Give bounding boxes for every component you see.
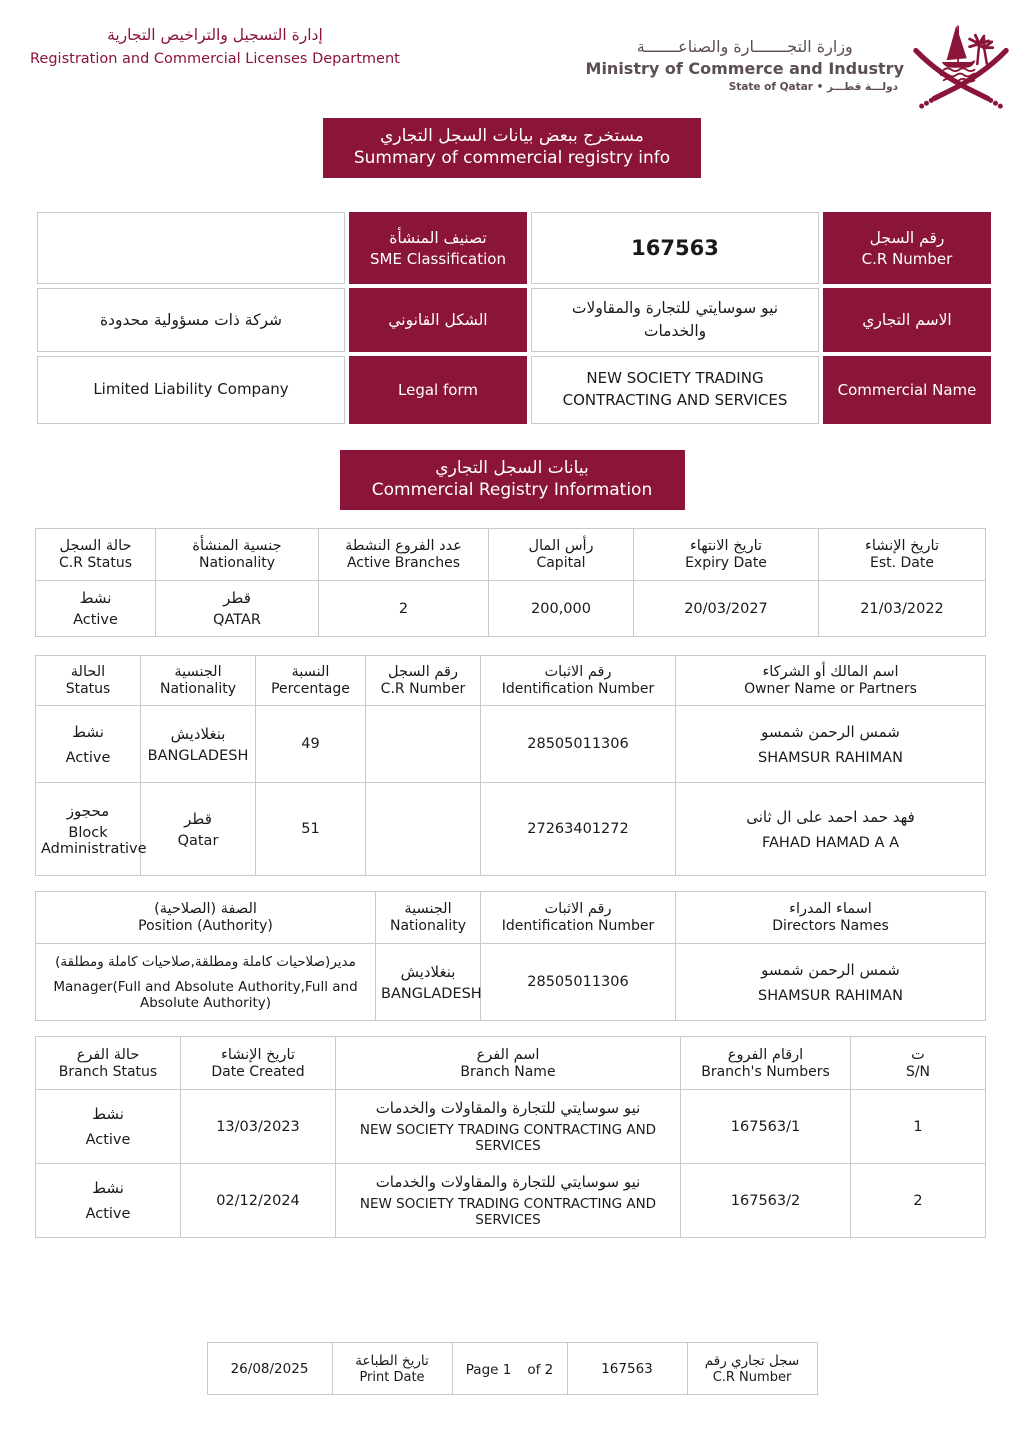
- branch2-status-ar: نشط: [92, 1179, 124, 1198]
- table-row: [36, 783, 986, 876]
- nationality-value-en: QATAR: [213, 612, 261, 629]
- summary-banner-english: Summary of commercial registry info: [353, 147, 671, 168]
- owner-cr-header-ar: رقم السجل: [388, 664, 458, 681]
- table-row: [207, 1343, 817, 1395]
- owner2-nationality-en: Qatar: [177, 832, 219, 849]
- owner2-cr-number: [366, 783, 481, 876]
- owner2-name-ar: فهد حمد احمد على ال ثانى: [746, 807, 915, 826]
- director1-name-en: SHAMSUR RAHIMAN: [758, 987, 903, 1004]
- branch1-name: [336, 1090, 681, 1164]
- owner-status-header: [36, 656, 141, 706]
- table-row: [36, 581, 986, 637]
- cr-status-header: [36, 529, 156, 581]
- director1-name-ar: شمس الرحمن شمسو: [761, 960, 900, 979]
- commercial-name-value: NEW SOCIETY TRADING CONTRACTING AND SERVICES: [562, 369, 788, 410]
- legal-form-value-ar-cell: [37, 288, 345, 352]
- branches-table: [35, 1036, 986, 1238]
- table-header-row: [36, 656, 986, 706]
- director1-position-en: Manager(Full and Absolute Authority,Full and Absolute Authority): [53, 978, 358, 1011]
- branch-status-header-en: Branch Status: [58, 1063, 158, 1080]
- expiry-date-header: [634, 529, 819, 581]
- branch-numbers-header-en: Branch's Numbers: [701, 1063, 830, 1080]
- ministry-name-arabic: وزارة التجـــــــارة والصناعـــــــة: [636, 37, 853, 56]
- position-authority-header: [36, 892, 376, 944]
- sme-label-en: SME Classification: [370, 249, 506, 268]
- director-nationality-header-en: Nationality: [389, 918, 466, 935]
- legal-form-label-ar-cell: [349, 288, 527, 352]
- branch-status-header-ar: حالة الفرع: [76, 1046, 140, 1063]
- director1-nationality-en: BANGLADESH: [381, 985, 482, 1002]
- owner2-status-ar: محجوز: [66, 801, 110, 820]
- directors-names-header-ar: اسماء المدراء: [789, 901, 872, 918]
- owner2-nationality: [141, 783, 256, 876]
- legal-form-label-en-cell: [349, 356, 527, 424]
- table-row: [36, 1090, 986, 1164]
- table-row: [37, 356, 991, 424]
- registry-banner-english: Commercial Registry Information: [371, 480, 653, 501]
- active-branches-header-ar: عدد الفروع النشطة: [345, 538, 462, 555]
- branch2-name-en: NEW SOCIETY TRADING CONTRACTING AND SERVICES: [359, 1196, 657, 1229]
- footer-of-label: of 2: [527, 1362, 554, 1379]
- cr-number-label-en: C.R Number: [861, 249, 953, 268]
- branch1-name-ar: نيو سوسايتي للتجارة والمقاولات والخدمات: [375, 1099, 641, 1118]
- branch2-number: 167563/2: [681, 1164, 851, 1238]
- branch2-status: [36, 1164, 181, 1238]
- director-name-cell: [676, 944, 986, 1021]
- date-created-header-en: Date Created: [211, 1063, 305, 1080]
- footer-table: [207, 1342, 818, 1395]
- sn-header: [851, 1037, 986, 1090]
- owner1-name-ar: شمس الرحمن شمسو: [761, 722, 900, 741]
- trade-name-label-ar: الاسم التجاري: [862, 311, 952, 330]
- table-row: [37, 212, 991, 284]
- est-date-header-ar: تاريخ الإنشاء: [865, 538, 939, 555]
- director1-nationality-ar: بنغلاديش: [400, 962, 456, 981]
- commercial-name-label-en: Commercial Name: [837, 381, 977, 400]
- position-authority-header-ar: الصفة (الصلاحية): [154, 901, 257, 918]
- footer-page-cell: [452, 1343, 567, 1395]
- footer-cr-label: [687, 1343, 817, 1395]
- est-date-header-en: Est. Date: [870, 555, 934, 572]
- owner1-name-en: SHAMSUR RAHIMAN: [758, 749, 903, 766]
- owner1-nationality: [141, 706, 256, 783]
- capital-value: 200,000: [489, 581, 634, 637]
- director1-position: [36, 944, 376, 1021]
- sme-classification-value-cell: [37, 212, 345, 284]
- commercial-name-label: [823, 356, 991, 424]
- owner-status-header-en: Status: [65, 681, 111, 698]
- active-branches-header: [319, 529, 489, 581]
- owner2-status-en: Block Administrative: [41, 824, 147, 857]
- owner1-cr-number: [366, 706, 481, 783]
- table-row: [36, 944, 986, 1021]
- director1-nationality: [376, 944, 481, 1021]
- active-branches-value: 2: [319, 581, 489, 637]
- branch-numbers-header: [681, 1037, 851, 1090]
- owner2-id-number: 27263401272: [481, 783, 676, 876]
- capital-header: [489, 529, 634, 581]
- footer-print-label: [332, 1343, 452, 1395]
- registry-info-banner: [340, 450, 685, 510]
- branch2-sn: 2: [851, 1164, 986, 1238]
- owner-name-cell: [676, 783, 986, 876]
- table-row: [36, 1164, 986, 1238]
- footer-print-date: 26/08/2025: [207, 1343, 332, 1395]
- footer-cr-label-ar: سجل تجاري رقم: [704, 1352, 800, 1369]
- owner-percentage-header-ar: النسبة: [291, 664, 330, 681]
- commercial-name-value-cell: [531, 356, 819, 424]
- director1-id-number: 28505011306: [481, 944, 676, 1021]
- director-nationality-header-ar: الجنسية: [404, 901, 452, 918]
- expiry-date-header-ar: تاريخ الانتهاء: [689, 538, 763, 555]
- nationality-value: [156, 581, 319, 637]
- page-header: [0, 0, 1024, 104]
- owner-status-header-ar: الحالة: [70, 664, 106, 681]
- nationality-value-ar: قطر: [223, 589, 251, 608]
- branch2-date-created: 02/12/2024: [181, 1164, 336, 1238]
- branch1-number: 167563/1: [681, 1090, 851, 1164]
- qatar-emblem-icon: [912, 16, 1010, 114]
- branch-name-header: [336, 1037, 681, 1090]
- department-title-english: Registration and Commercial Licenses Department: [30, 51, 400, 67]
- footer-print-label-en: Print Date: [359, 1369, 425, 1385]
- cr-status-header-ar: حالة السجل: [59, 538, 132, 555]
- branch1-name-en: NEW SOCIETY TRADING CONTRACTING AND SERVICES: [359, 1122, 657, 1155]
- branch-status-header: [36, 1037, 181, 1090]
- owner-percentage-header-en: Percentage: [271, 681, 350, 698]
- branch1-sn: 1: [851, 1090, 986, 1164]
- director1-position-ar: مدير(صلاحيات كاملة ومطلقة,صلاحيات كاملة ومطلقة): [55, 953, 356, 970]
- table-header-row: [36, 529, 986, 581]
- nationality-header: [156, 529, 319, 581]
- footer-cr-label-en: C.R Number: [712, 1369, 792, 1385]
- owner1-status-en: Active: [65, 749, 111, 766]
- summary-table: [33, 208, 995, 428]
- owner2-nationality-ar: قطر: [184, 809, 212, 828]
- directors-names-header: [676, 892, 986, 944]
- trade-name-value-cell: [531, 288, 819, 352]
- table-header-row: [36, 1037, 986, 1090]
- legal-form-label-en: Legal form: [398, 381, 478, 400]
- owner2-status: [36, 783, 147, 876]
- est-date-value: 21/03/2022: [819, 581, 986, 637]
- department-title-arabic: إدارة التسجيل والتراخيص التجارية: [107, 26, 323, 44]
- sme-classification-label: [349, 212, 527, 284]
- ministry-logo: [586, 16, 1010, 114]
- ministry-name-english: Ministry of Commerce and Industry: [585, 59, 904, 78]
- owner-nationality-header: [141, 656, 256, 706]
- footer-page-label: Page 1: [465, 1362, 512, 1379]
- cr-status-header-en: C.R Status: [58, 555, 132, 572]
- owner1-status-ar: نشط: [72, 722, 104, 741]
- date-created-header-ar: تاريخ الإنشاء: [221, 1046, 295, 1063]
- expiry-date-value: 20/03/2027: [634, 581, 819, 637]
- active-branches-header-en: Active Branches: [346, 555, 461, 572]
- cr-number-value: 167563: [631, 236, 719, 261]
- legal-form-value-en: Limited Liability Company: [93, 380, 289, 399]
- branch2-name-ar: نيو سوسايتي للتجارة والمقاولات والخدمات: [375, 1173, 641, 1192]
- branch2-name: [336, 1164, 681, 1238]
- owner1-percentage: 49: [256, 706, 366, 783]
- date-created-header: [181, 1037, 336, 1090]
- owner1-nationality-ar: بنغلاديش: [170, 724, 226, 743]
- branch-name-header-ar: اسم الفرع: [476, 1046, 540, 1063]
- owner2-percentage: 51: [256, 783, 366, 876]
- est-date-header: [819, 529, 986, 581]
- owners-table: [35, 655, 986, 876]
- footer-cr-value: 167563: [567, 1343, 687, 1395]
- department-title: [30, 26, 400, 67]
- cr-status-value: [36, 581, 156, 637]
- owner1-id-number: 28505011306: [481, 706, 676, 783]
- director-id-header-ar: رقم الاثبات: [544, 901, 612, 918]
- legal-form-label-ar: الشكل القانوني: [388, 311, 488, 330]
- owner1-status: [36, 706, 141, 783]
- cr-status-value-en: Active: [73, 612, 118, 629]
- owner-name-header-en: Owner Name or Partners: [744, 681, 917, 698]
- table-header-row: [36, 892, 986, 944]
- capital-header-en: Capital: [536, 555, 586, 572]
- owner-id-header: [481, 656, 676, 706]
- table-row: [37, 288, 991, 352]
- position-authority-header-en: Position (Authority): [138, 918, 273, 935]
- registry-banner-arabic: بيانات السجل التجاري: [435, 458, 589, 479]
- table-row: [36, 706, 986, 783]
- nationality-header-ar: جنسية المنشأة: [192, 538, 282, 555]
- owner2-name-en: FAHAD HAMAD A A: [762, 834, 899, 851]
- branch-numbers-header-ar: ارقام الفروع: [727, 1046, 804, 1063]
- branch1-status: [36, 1090, 181, 1164]
- owner-id-header-en: Identification Number: [501, 681, 655, 698]
- trade-name-value: نيو سوسايتي للتجارة والمقاولات والخدمات: [571, 298, 779, 341]
- cr-status-value-ar: نشط: [79, 589, 112, 608]
- sn-header-ar: ت: [911, 1046, 925, 1063]
- directors-names-header-en: Directors Names: [772, 918, 889, 935]
- owner-name-header-ar: اسم المالك أو الشركاء: [762, 664, 899, 681]
- legal-form-value-en-cell: [37, 356, 345, 424]
- owner-cr-header-en: C.R Number: [380, 681, 466, 698]
- owner-name-header: [676, 656, 986, 706]
- expiry-date-header-en: Expiry Date: [685, 555, 767, 572]
- branch1-status-en: Active: [85, 1132, 131, 1149]
- footer-print-label-ar: تاريخ الطباعة: [355, 1352, 429, 1369]
- director-id-header-en: Identification Number: [501, 918, 655, 935]
- branch-name-header-en: Branch Name: [460, 1063, 556, 1080]
- owner-name-cell: [676, 706, 986, 783]
- registry-info-table: [35, 528, 986, 637]
- branch1-date-created: 13/03/2023: [181, 1090, 336, 1164]
- trade-name-label: [823, 288, 991, 352]
- branch1-status-ar: نشط: [92, 1105, 124, 1124]
- legal-form-value-ar: شركة ذات مسؤولية محدودة: [99, 310, 283, 329]
- cr-number-label-ar: رقم السجل: [869, 228, 945, 247]
- director-nationality-header: [376, 892, 481, 944]
- cr-number-label: [823, 212, 991, 284]
- owner-percentage-header: [256, 656, 366, 706]
- directors-table: [35, 891, 986, 1021]
- capital-header-ar: رأس المال: [528, 538, 594, 555]
- sme-label-ar: تصنيف المنشأة: [389, 228, 487, 247]
- director-id-header: [481, 892, 676, 944]
- owner1-nationality-en: BANGLADESH: [147, 747, 249, 764]
- owner-nationality-header-ar: الجنسية: [174, 664, 222, 681]
- branch2-status-en: Active: [85, 1206, 131, 1223]
- summary-banner-arabic: مستخرج ببعض بيانات السجل التجاري: [380, 126, 644, 146]
- owner-id-header-ar: رقم الاثبات: [544, 664, 612, 681]
- owner-nationality-header-en: Nationality: [159, 681, 236, 698]
- ministry-logo-text: [586, 37, 904, 93]
- cr-number-value-cell: [531, 212, 819, 284]
- state-of-qatar-line: State of Qatar • دولـــة قطـــر: [728, 81, 898, 93]
- summary-banner: [323, 118, 701, 178]
- owner-cr-header: [366, 656, 481, 706]
- nationality-header-en: Nationality: [198, 555, 275, 572]
- sn-header-en: S/N: [905, 1063, 931, 1080]
